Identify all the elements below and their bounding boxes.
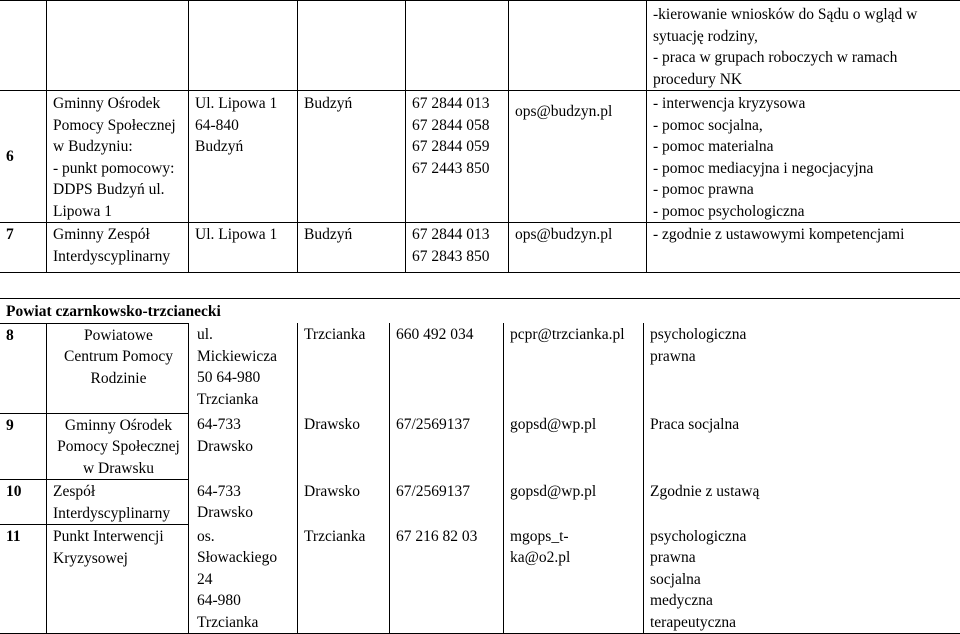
institution-phone: 660 492 034 (390, 323, 504, 413)
table-row (0, 223, 960, 273)
table-row (0, 525, 960, 634)
institution-address: 64-733 Drawsko (189, 480, 298, 525)
region-header: Powiat czarnkowsko-trzcianecki (0, 299, 960, 324)
row-number: 8 (0, 323, 47, 413)
institution-name: Gminny Ośrodek Pomocy Społecznej w Budzyniu: - punkt pomocowy: DDPS Budzyń ul. Lipowa 1 (47, 91, 189, 223)
table-row (0, 323, 960, 413)
institution-address: Ul. Lipowa 1 64-840 Budzyń (189, 91, 298, 223)
institution-services: psychologiczna prawna socjalna medyczna terapeutyczna (644, 525, 960, 634)
institution-email: mgops_t- ka@o2.pl (504, 525, 644, 634)
institution-email: ops@budzyn.pl (509, 91, 647, 223)
institutions-table-powiat (0, 298, 960, 634)
institution-city: Drawsko (298, 413, 390, 480)
institutions-table-top (0, 0, 960, 273)
table-row (0, 91, 960, 223)
institution-phone: 67/2569137 (390, 480, 504, 525)
institution-city: Trzcianka (298, 323, 390, 413)
institution-email: gopsd@wp.pl (504, 480, 644, 525)
row-number: 6 (0, 91, 47, 223)
institution-phone: 67 2844 013 67 2844 058 67 2844 059 67 2443 850 (406, 91, 509, 223)
empty-cell (298, 1, 406, 91)
institution-address: Ul. Lipowa 1 (189, 223, 298, 273)
institution-address: 64-733 Drawsko (189, 413, 298, 480)
institution-phone: 67/2569137 (390, 413, 504, 480)
institution-address: os. Słowackiego 24 64-980 Trzcianka (189, 525, 298, 634)
institution-services: - zgodnie z ustawowymi kompetencjami (647, 223, 960, 273)
row-number: 11 (0, 525, 47, 634)
institution-services: Praca socjalna (644, 413, 960, 480)
institution-email: ops@budzyn.pl (509, 223, 647, 273)
table-row (0, 413, 960, 480)
empty-cell (189, 1, 298, 91)
institution-address: ul. Mickiewicza 50 64-980 Trzcianka (189, 323, 298, 413)
institution-email: gopsd@wp.pl (504, 413, 644, 480)
institution-city: Trzcianka (298, 525, 390, 634)
institution-name: Punkt Interwencji Kryzysowej (47, 525, 189, 634)
institution-city: Drawsko (298, 480, 390, 525)
row-number: 9 (0, 413, 47, 480)
institution-name: Gminny Zespół Interdyscyplinarny (47, 223, 189, 273)
empty-cell (47, 1, 189, 91)
institution-services: psychologiczna prawna (644, 323, 960, 413)
institution-city: Budzyń (298, 223, 406, 273)
table-row (0, 480, 960, 525)
institution-city: Budzyń (298, 91, 406, 223)
services-continuation-cell: -kierowanie wniosków do Sądu o wgląd w sytuację rodziny, - praca w grupach roboczych w ramach procedury NK (647, 1, 960, 91)
institution-phone: 67 216 82 03 (390, 525, 504, 634)
institution-phone: 67 2844 013 67 2843 850 (406, 223, 509, 273)
empty-cell (509, 1, 647, 91)
institution-name: Gminny Ośrodek Pomocy Społecznej w Drawsku (47, 413, 189, 480)
institution-services: Zgodnie z ustawą (644, 480, 960, 525)
empty-cell (0, 1, 47, 91)
row-number: 10 (0, 480, 47, 525)
institution-name: Zespół Interdyscyplinarny (47, 480, 189, 525)
institution-services: - interwencja kryzysowa - pomoc socjalna, - pomoc materialna - pomoc mediacyjna i negocjacyjna - pomoc prawna - pomoc psychologiczna (647, 91, 960, 223)
row-number: 7 (0, 223, 47, 273)
institution-name: Powiatowe Centrum Pomocy Rodzinie (47, 323, 189, 413)
empty-cell (406, 1, 509, 91)
institution-email: pcpr@trzcianka.pl (504, 323, 644, 413)
